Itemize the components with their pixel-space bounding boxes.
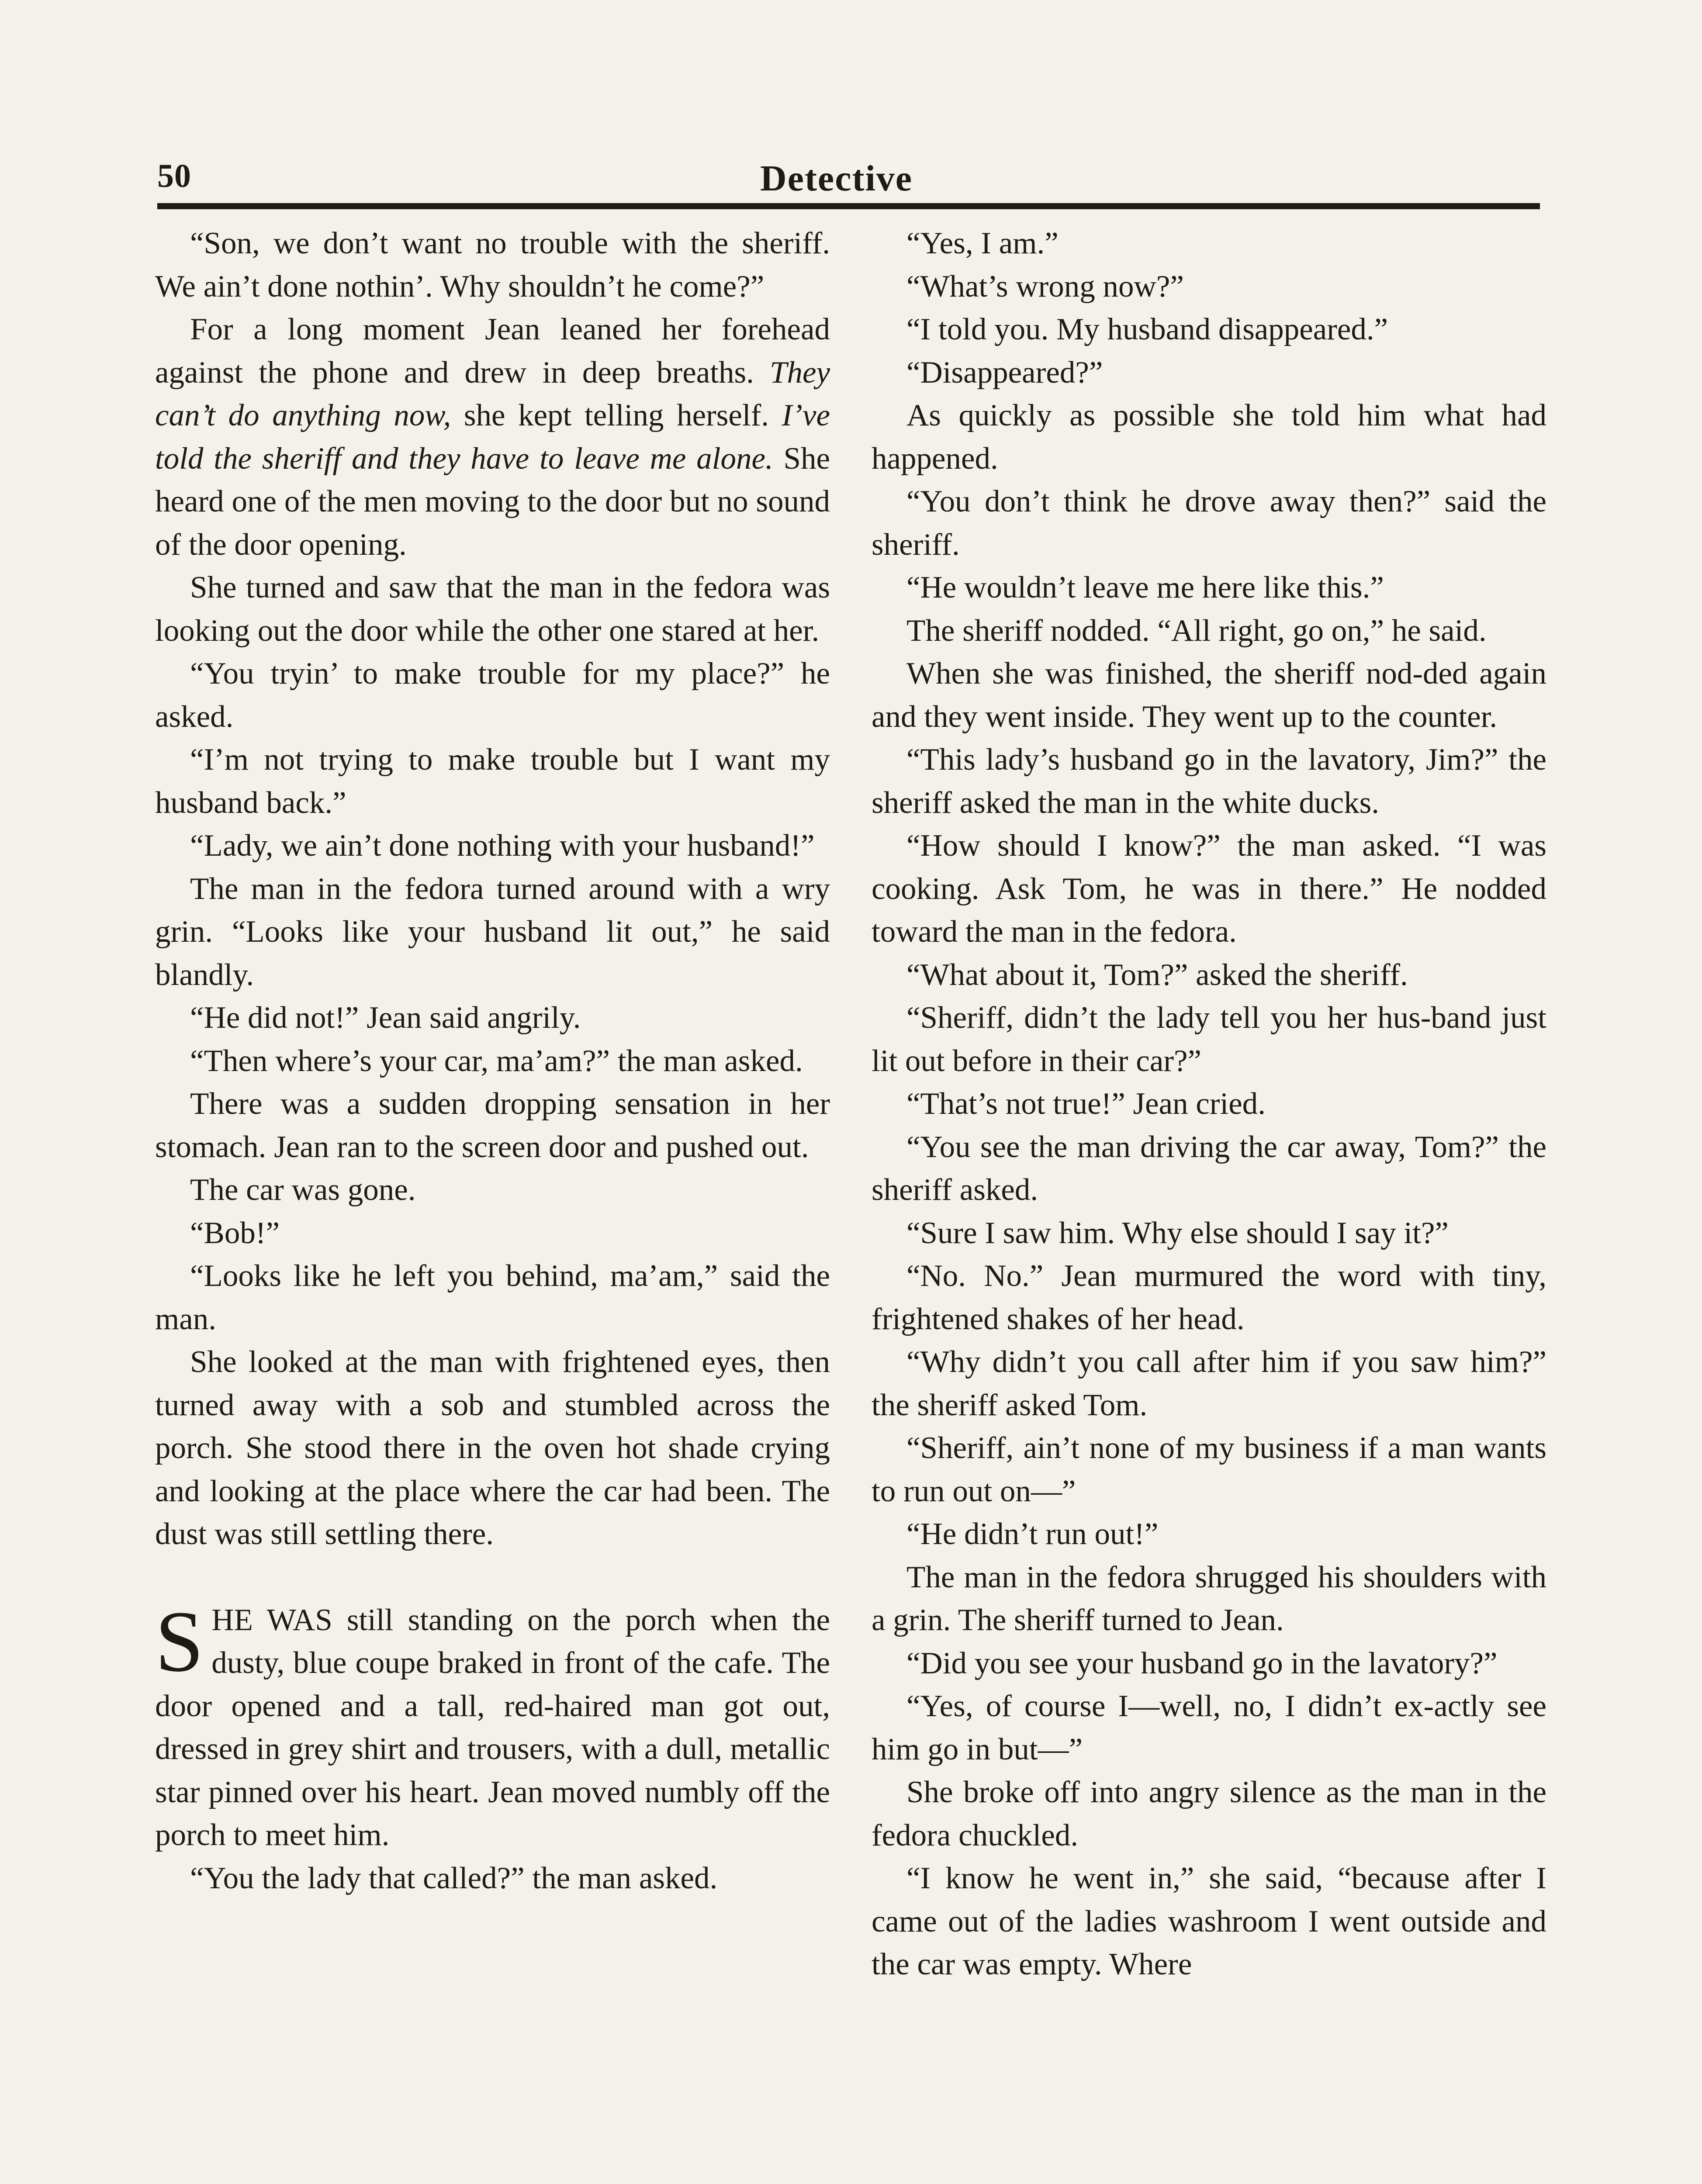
paragraph: “Sheriff, didn’t the lady tell you her hus-band just lit out before in their car?”: [872, 1001, 1546, 1078]
paragraph: “Disappeared?”: [906, 355, 1103, 390]
paragraph: “Looks like he left you behind, ma’am,” said the man.: [155, 1259, 830, 1336]
paragraph-text: For a long moment Jean leaned her forehead against the phone and drew in deep breaths.: [155, 312, 830, 390]
paragraph: “Bob!”: [190, 1216, 280, 1250]
paragraph: “That’s not true!” Jean cried.: [906, 1087, 1266, 1121]
paragraph: “Sure I saw him. Why else should I say it?”: [906, 1216, 1449, 1250]
paragraph: “Yes, of course I—well, no, I didn’t ex-actly see him go in but—”: [872, 1689, 1546, 1766]
paragraph: The sheriff nodded. “All right, go on,” he said.: [906, 613, 1487, 648]
paragraph-text: She heard one of the men moving to the door but no sound of the door opening.: [155, 441, 830, 562]
paragraph: The man in the fedora shrugged his shoulders with a grin. The sheriff turned to Jean.: [872, 1560, 1546, 1637]
italic-thought: They can’t do anything now,: [155, 355, 830, 432]
paragraph-text: HE WAS still standing on the porch when the dusty, blue coupe braked in front of the cafe. The door opened and a tall, red-haired man got out, dressed in grey shirt and trousers, with a dull, metallic star pinned over his heart. Jean moved numbly off the porch to meet him.: [155, 1603, 830, 1852]
paragraph: “Yes, I am.”: [906, 226, 1059, 260]
paragraph: “Then where’s your car, ma’am?” the man asked.: [190, 1044, 803, 1078]
paragraph: She looked at the man with frightened eyes, then turned away with a sob and stumbled across the porch. She stood there in the oven hot shade crying and looking at the place where the car had been. The dust was still settling there.: [155, 1345, 830, 1551]
paragraph: She turned and saw that the man in the fedora was looking out the door while the other one stared at her.: [155, 570, 830, 648]
paragraph: “What’s wrong now?”: [906, 269, 1184, 304]
right-column: [872, 222, 1546, 1986]
paragraph: “Sheriff, ain’t none of my business if a man wants to run out on—”: [872, 1431, 1546, 1508]
magazine-title: Detective: [760, 158, 913, 199]
paragraph-text: she kept telling herself.: [451, 398, 782, 432]
italic-thought: I’ve told the sheriff and they have to leave me alone.: [155, 398, 830, 476]
paragraph: “Son, we don’t want no trouble with the sheriff. We ain’t done nothin’. Why shouldn’t he come?”: [155, 226, 830, 304]
paragraph: The man in the fedora turned around with a wry grin. “Looks like your husband lit out,” he said blandly.: [155, 871, 830, 992]
paragraph: “I’m not trying to make trouble but I want my husband back.”: [155, 743, 830, 820]
paragraph: “You tryin’ to make trouble for my place?” he asked.: [155, 657, 830, 734]
paragraph: “I know he went in,” she said, “because after I came out of the ladies washroom I went outside and the car was empty. Where: [872, 1861, 1546, 1981]
header-rule: [157, 203, 1540, 209]
paragraph: “You see the man driving the car away, Tom?” the sheriff asked.: [872, 1130, 1546, 1207]
paragraph: The car was gone.: [190, 1173, 416, 1207]
paragraph: When she was finished, the sheriff nod-ded again and they went inside. They went up to the counter.: [872, 657, 1546, 734]
paragraph: “Why didn’t you call after him if you saw him?” the sheriff asked Tom.: [872, 1345, 1546, 1422]
paragraph: “Lady, we ain’t done nothing with your husband!”: [190, 829, 815, 863]
page-number: 50: [157, 158, 191, 194]
paragraph: “You don’t think he drove away then?” said the sheriff.: [872, 484, 1546, 562]
paragraph: There was a sudden dropping sensation in her stomach. Jean ran to the screen door and pushed out.: [155, 1087, 830, 1164]
paragraph: As quickly as possible she told him what had happened.: [872, 398, 1546, 476]
paragraph: “No. No.” Jean murmured the word with tiny, frightened shakes of her head.: [872, 1259, 1546, 1336]
paragraph: “How should I know?” the man asked. “I was cooking. Ask Tom, he was in there.” He nodded toward the man in the fedora.: [872, 829, 1546, 949]
paragraph: “He didn’t run out!”: [906, 1517, 1159, 1551]
paragraph: She broke off into angry silence as the man in the fedora chuckled.: [872, 1775, 1546, 1852]
section-opening-paragraph: [155, 1593, 830, 1857]
drop-cap: S: [155, 1593, 204, 1690]
paragraph: “I told you. My husband disappeared.”: [906, 312, 1388, 346]
paragraph: “He wouldn’t leave me here like this.”: [906, 570, 1384, 605]
paragraph: “You the lady that called?” the man asked.: [190, 1861, 718, 1895]
paragraph: [155, 308, 830, 566]
paragraph: “He did not!” Jean said angrily.: [190, 1001, 581, 1035]
paragraph: “This lady’s husband go in the lavatory, Jim?” the sheriff asked the man in the white ducks.: [872, 743, 1546, 820]
paragraph: “Did you see your husband go in the lavatory?”: [906, 1646, 1498, 1680]
paragraph: “What about it, Tom?” asked the sheriff.: [906, 957, 1408, 992]
left-column: [155, 222, 830, 1900]
